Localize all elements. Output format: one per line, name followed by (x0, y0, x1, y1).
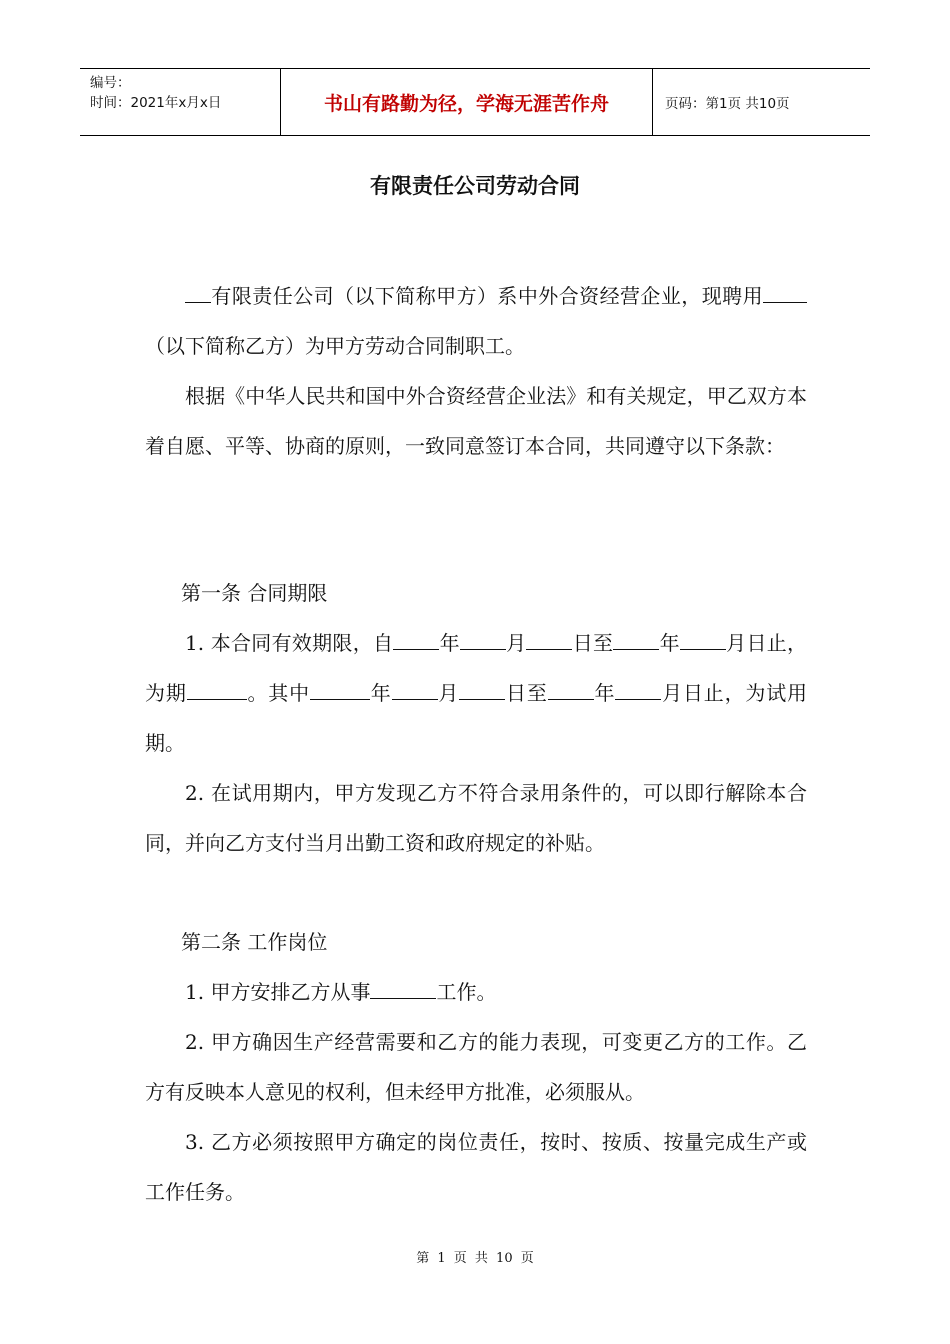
a1-year-3: 年 (369, 681, 392, 705)
blank-probation-day (459, 679, 505, 700)
article-1-heading: 第一条 合同期限 (181, 581, 328, 605)
blank-company-name (185, 282, 211, 303)
a1-year: 年 (439, 631, 460, 655)
a1-month-4: 月 (661, 681, 683, 705)
article-2-item-2: 2. 甲方确因生产经营需要和乙方的能力表现，可变更乙方的工作。乙方有反映本人意见的权利，但未经甲方批准，必须服从。 (145, 1030, 807, 1104)
a2-text-b: 工作。 (436, 980, 497, 1004)
blank-probation-year (310, 679, 370, 700)
article-2-heading: 第二条 工作岗位 (181, 930, 328, 954)
blank-employee-name (763, 282, 807, 303)
article-1-section (145, 568, 807, 868)
header-date-label: 时间：2021年x月x日 (90, 95, 222, 111)
a1-mid: 。其中 (246, 681, 310, 705)
article-2-section (145, 917, 807, 1217)
intro-text-1b: （以下简称乙方）为甲方劳动合同制职工。 (145, 334, 525, 358)
header-page-info: 页码：第1页 共10页 (665, 96, 790, 112)
blank-end-month (680, 629, 726, 650)
a1-tail: 日止，为试用期。 (145, 681, 808, 755)
intro-paragraph-1 (145, 271, 807, 371)
a1-month-2: 月 (725, 631, 747, 655)
article-1-item-1 (145, 618, 807, 768)
article-2-item-3: 3. 乙方必须按照甲方确定的岗位责任，按时、按质、按量完成生产或工作任务。 (145, 1130, 807, 1204)
blank-probation-month (392, 679, 438, 700)
intro-section (145, 271, 807, 471)
document-title: 有限责任公司劳动合同 (370, 174, 580, 198)
a1-dayto: 日至 (572, 631, 614, 655)
blank-start-month (460, 629, 506, 650)
a1-year-2: 年 (659, 631, 680, 655)
a1-text: 1. 本合同有效期限，自 (185, 631, 394, 655)
page-footer: 第 1 页 共 10 页 (416, 1251, 534, 1266)
blank-start-year (393, 629, 439, 650)
a1-month-3: 月 (437, 681, 460, 705)
blank-start-day (526, 629, 572, 650)
a1-end: 日止，为期 (145, 631, 808, 705)
a1-month: 月 (505, 631, 527, 655)
blank-probation-end-year (548, 679, 594, 700)
blank-end-year (613, 629, 659, 650)
article-2-item-1 (145, 967, 807, 1017)
article-1-item-2: 2. 在试用期内，甲方发现乙方不符合录用条件的，可以即行解除本合同，并向乙方支付当月出勤工资和政府规定的补贴。 (145, 781, 807, 855)
blank-job (370, 978, 436, 999)
header-number-label: 编号： (90, 75, 131, 91)
header-slogan: 书山有路勤为径，学海无涯苦作舟 (281, 69, 653, 135)
document-header-table (80, 68, 870, 136)
intro-paragraph-2: 根据《中华人民共和国中外合资经营企业法》和有关规定，甲乙双方本着自愿、平等、协商的原则，一致同意签订本合同，共同遵守以下条款： (145, 384, 807, 458)
a1-year-4: 年 (593, 681, 616, 705)
a1-dayto-2: 日至 (505, 681, 548, 705)
blank-term (187, 679, 247, 700)
intro-text-1a: 有限责任公司（以下简称甲方）系中外合资经营企业，现聘用 (211, 284, 763, 308)
blank-probation-end-month (615, 679, 661, 700)
a2-text-a: 1. 甲方安排乙方从事 (185, 980, 371, 1004)
header-meta-cell (80, 69, 281, 135)
